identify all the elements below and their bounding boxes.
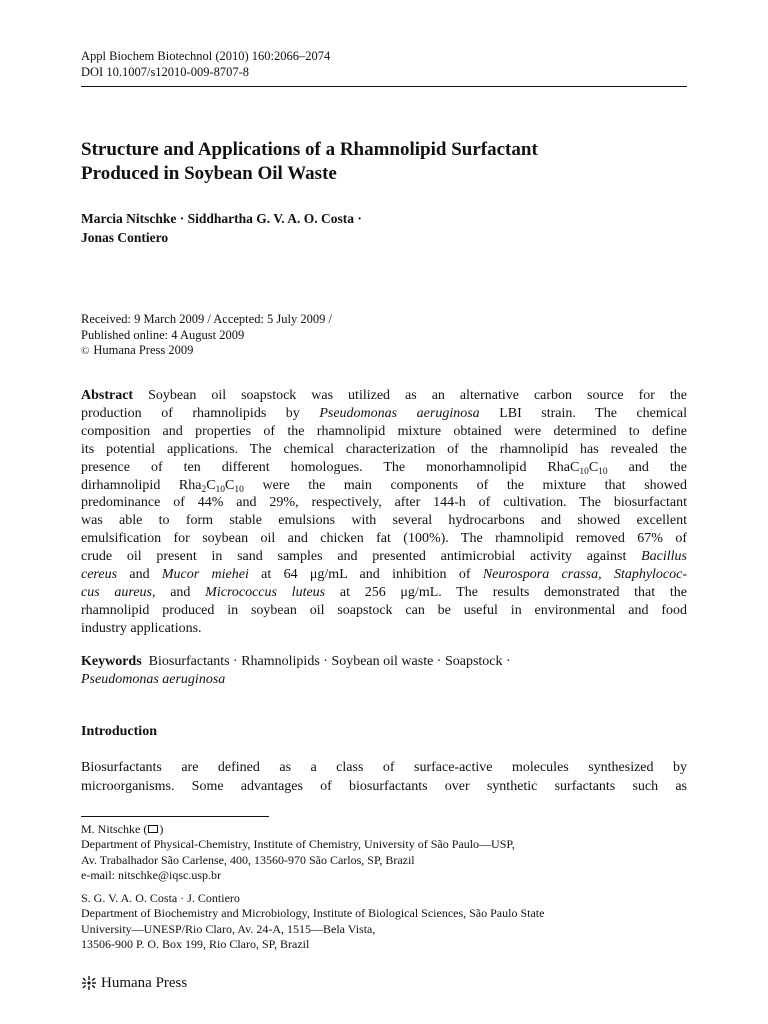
abstract-line: composition and properties of the rhamnolipid mixture obtained were determined to define: [81, 423, 687, 439]
copyright: [81, 343, 687, 360]
keyword-species: Pseudomonas aeruginosa: [81, 672, 226, 687]
journal-header: [81, 49, 330, 80]
abstract-line: cereus and Mucor miehei at 64 μg/mL and inhibition of Neurospora crassa, Staphylococ-: [81, 567, 688, 583]
abstract-line: its potential applications. The chemical characterization of the rhamnolipid has revealed the: [81, 441, 687, 457]
abstract-line: industry applications.: [81, 620, 202, 636]
coauthor-names: S. G. V. A. O. Costa · J. Contiero: [81, 891, 240, 905]
abstract-line: rhamnolipid produced in soybean oil soapstock can be useful in environmental and food: [81, 602, 687, 618]
corresponding-author: M. Nitschke (: [81, 822, 148, 836]
abstract-line: production of rhamnolipids by Pseudomonas aeruginosa LBI strain. The chemical: [81, 405, 687, 421]
section-heading-introduction: Introduction: [81, 724, 157, 739]
author-affiliation-1: M. Nitschke ( ) Department of Physical-Chemistry, Institute of Chemistry, University of São Paulo—USP, Av. Trabalhador São Carlense, 400, 13560-970 São Carlos, SP, Brazil e-mail: nitschke@iqsc.usp.br: [81, 822, 687, 883]
copyright-text: Humana Press 2009: [93, 343, 194, 357]
publisher-footer: [81, 973, 187, 993]
affiliation-line: University—UNESP/Rio Claro, Av. 24-A, 1515—Bela Vista,: [81, 921, 376, 936]
title-line-2: Produced in Soybean Oil Waste: [81, 163, 337, 184]
affiliation-line: Av. Trabalhador São Carlense, 400, 13560-970 São Carlos, SP, Brazil: [81, 852, 415, 867]
title-line-1: Structure and Applications of a Rhamnolipid Surfactant: [81, 139, 538, 160]
abstract-line: Abstract Soybean oil soapstock was utilized as an alternative carbon source for the: [81, 388, 687, 403]
received-accepted: Received: 9 March 2009 / Accepted: 5 July 2009 /: [81, 312, 332, 326]
article-title: [81, 138, 687, 186]
publisher-name: Humana Press: [101, 975, 188, 991]
abstract-line: crude oil present in sand samples and presented antimicrobial activity against Bacillus: [81, 549, 687, 565]
humana-press-logo-icon: [81, 975, 97, 991]
keywords-list: Biosurfactants · Rhamnolipids · Soybean oil waste · Soapstock ·: [148, 654, 511, 669]
doi: DOI 10.1007/s12010-009-8707-8: [81, 64, 250, 79]
author-email: e-mail: nitschke@iqsc.usp.br: [81, 867, 222, 882]
keywords: [81, 653, 687, 689]
envelope-icon: [148, 825, 158, 833]
article-dates: [81, 312, 687, 360]
species-name: Pseudomonas aeruginosa: [319, 405, 480, 421]
keywords-label: Keywords: [81, 654, 142, 669]
author-affiliation-2: [81, 891, 687, 952]
abstract-label: Abstract: [81, 388, 134, 403]
abstract-line: emulsification for soybean oil and chicken fat (100%). The rhamnolipid removed 67% of: [81, 531, 687, 547]
abstract-line: cus aureus, and Micrococcus luteus at 256 μg/mL. The results demonstrated that the: [81, 584, 687, 600]
authors-line-1: Marcia Nitschke · Siddhartha G. V. A. O. Costa ·: [81, 211, 362, 226]
header-rule: [81, 86, 687, 87]
intro-line: Biosurfactants are defined as a class of surface-active molecules synthesized by: [81, 760, 687, 775]
footnote-rule: [81, 816, 269, 817]
authors-line-2: Jonas Contiero: [81, 230, 169, 245]
affiliation-line: Department of Biochemistry and Microbiology, Institute of Biological Sciences, São Paulo State: [81, 906, 545, 921]
species-name: Bacillus: [641, 549, 687, 565]
abstract-line: presence of ten different homologues. The monorhamnolipid $RhaC_{10}C_{10}$ and the: [81, 459, 687, 477]
published-online: Published online: 4 August 2009: [81, 327, 245, 342]
affiliation-line: Department of Physical-Chemistry, Institute of Chemistry, University of São Paulo—USP,: [81, 837, 515, 852]
copyright-icon: ©: [81, 345, 90, 357]
abstract-line: was able to form stable emulsions with several hydrocarbons and showed excellent: [81, 513, 687, 529]
abstract-line: dirhamnolipid $Rha_2C_{10}C_{10}$ were the main components of the mixture that showed: [81, 477, 687, 495]
introduction-paragraph: [81, 759, 687, 796]
journal-citation: Appl Biochem Biotechnol (2010) 160:2066–2074: [81, 49, 331, 63]
intro-line: microorganisms. Some advantages of biosurfactants over synthetic surfactants such as: [81, 778, 687, 794]
author-list: [81, 209, 687, 247]
abstract-line: predominance of 44% and 29%, respectively, after 144-h of cultivation. The biosurfactant: [81, 495, 687, 511]
abstract: [81, 387, 687, 638]
affiliation-line: 13506-900 P. O. Box 199, Rio Claro, SP, Brazil: [81, 936, 310, 951]
